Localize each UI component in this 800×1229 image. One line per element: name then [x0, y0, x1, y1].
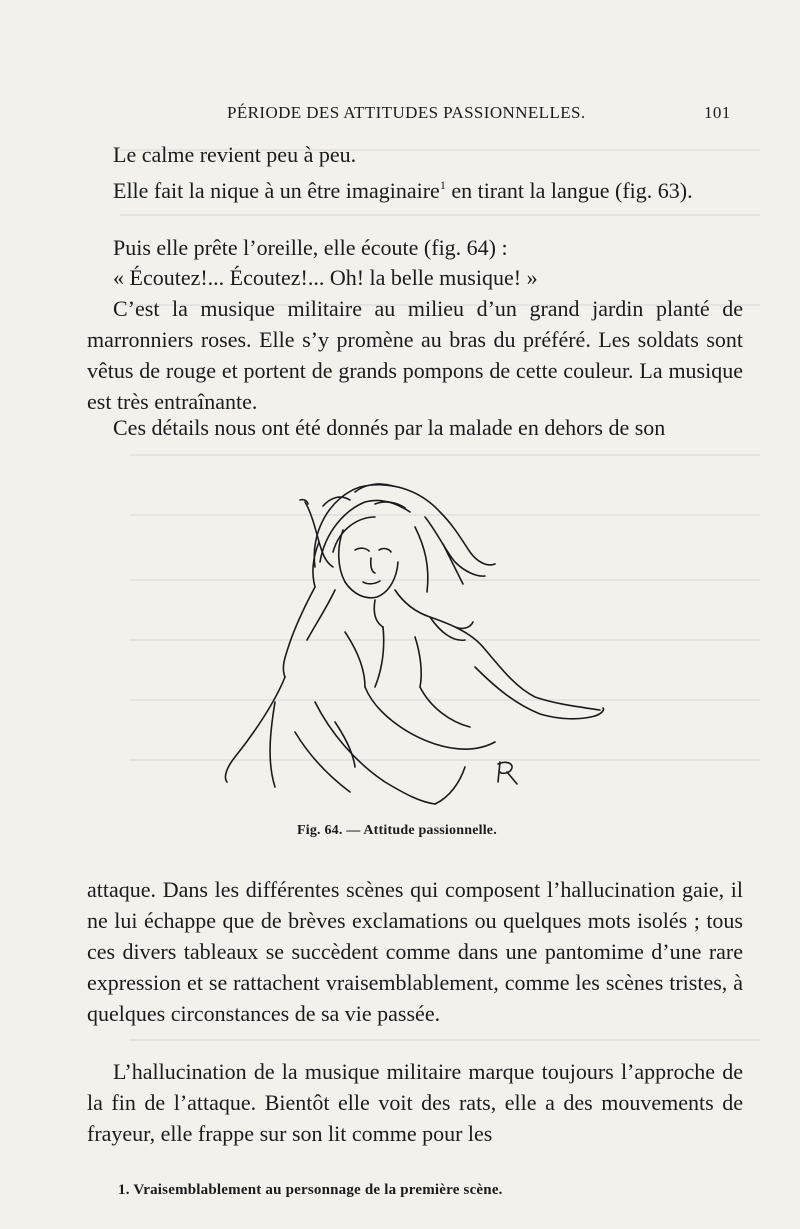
paragraph-1: Le calme revient peu à peu. — [113, 142, 357, 167]
paragraph-5: C’est la musique militaire au milieu d’un grand jardin planté de marronniers roses. Elle s’y promène au bras du préféré. Les soldats sont vêtus de rouge et portent de grands pompons de cette couleur. La musique est très entraînante. — [87, 296, 743, 414]
paragraph-4: « Écoutez!... Écoutez!... Oh! la belle musique! » — [113, 265, 538, 290]
woman-listening-illustration — [215, 472, 610, 812]
caption-text: Attitude passionnelle. — [363, 823, 497, 838]
running-title: PÉRIODE DES ATTITUDES PASSIONNELLES. — [227, 103, 586, 122]
paragraph-7: attaque. Dans les différentes scènes qui composent l’hallucination gaie, il ne lui échappe que de brèves exclamations ou quelques mots isolés ; tous ces divers tableaux se succèdent comme dans une pantomime d’une rare expression et se rattachent vraisemblablement, comme les scènes tristes, à quelques circonstances de sa vie passée. — [87, 877, 743, 1026]
figure-label: Fig. 64. — [297, 823, 343, 838]
footnote-marker: 1 — [439, 178, 446, 192]
paragraph-6: Ces détails nous ont été donnés par la malade en dehors de son — [113, 415, 666, 440]
page-number: 101 — [704, 103, 731, 122]
figure-caption — [297, 823, 497, 839]
paragraph-2 — [87, 170, 743, 206]
paragraph-8: L’hallucination de la musique militaire marque toujours l’approche de la fin de l’attaque. Bientôt elle voit des rats, elle a des mouvements de frayeur, elle frappe sur son lit comme pour les — [87, 1059, 743, 1146]
paragraph-3: Puis elle prête l’oreille, elle écoute (fig. 64) : — [113, 235, 508, 260]
footnote: 1. Vraisemblablement au personnage de la première scène. — [118, 1182, 503, 1198]
figure-64 — [215, 472, 610, 812]
caption-dash: — — [342, 823, 364, 838]
paragraph-2-text-b: en tirant la langue (fig. 63). — [445, 178, 693, 203]
paragraph-2-text-a: Elle fait la nique à un être imaginaire — [113, 178, 440, 203]
